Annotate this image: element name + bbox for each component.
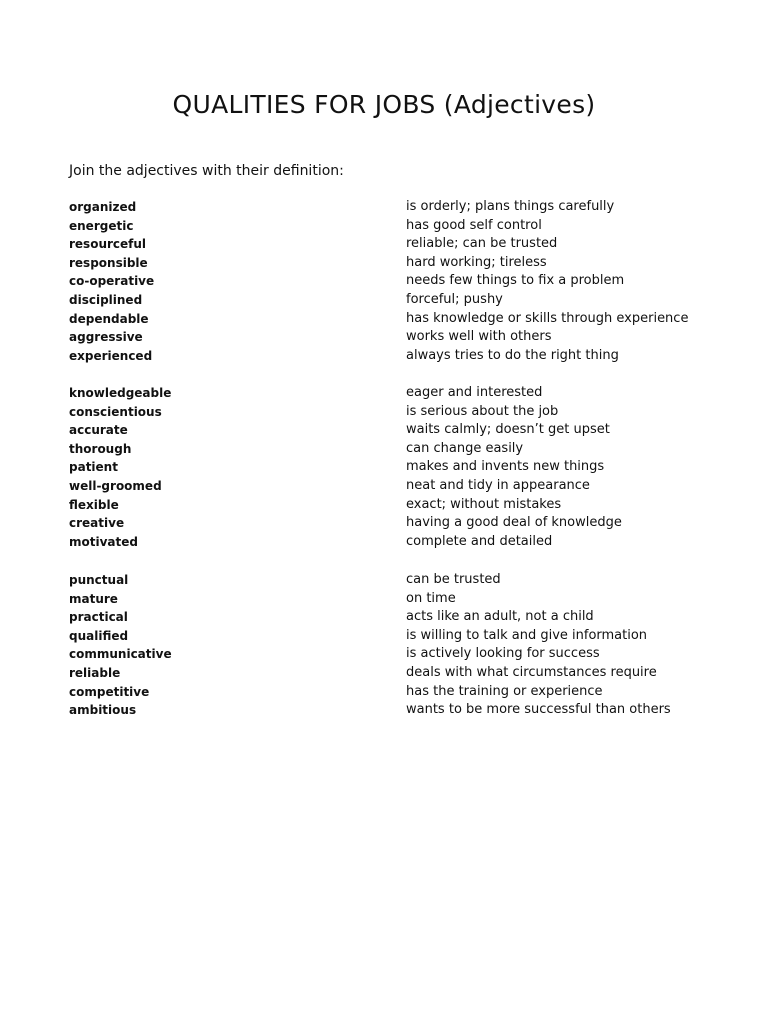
definition-item: is orderly; plans things carefully [406,199,615,214]
adjective-item: qualified [69,628,129,643]
adjective-item: aggressive [69,330,143,345]
adjective-item: motivated [69,534,138,549]
adjective-item: ambitious [69,703,137,718]
adjective-list-1 [69,198,154,365]
definition-item: can change easily [406,440,524,456]
definition-list-1 [406,198,688,365]
adjective-item: competitive [69,684,150,699]
definition-item: has the training or experience [406,683,603,699]
definition-item: is serious about the job [406,403,559,419]
adjective-item: knowledgeable [69,386,172,400]
adjective-item: experienced [69,348,153,363]
definition-item: has good self control [406,217,542,233]
definition-item: makes and invents new things [406,459,605,475]
definition-item: works well with others [406,329,552,345]
definition-item: deals with what circumstances require [406,664,657,680]
adjective-item: conscientious [69,404,162,419]
definition-item: forceful; pushy [406,291,503,307]
definition-item: has knowledge or skills through experience [406,310,689,326]
adjective-item: punctual [69,573,129,587]
adjective-item: well-groomed [69,478,162,493]
adjective-item: disciplined [69,292,143,307]
definition-list-3 [406,571,671,720]
definition-item: neat and tidy in appearance [406,477,590,493]
definition-item: wants to be more successful than others [406,702,671,718]
definition-item: is willing to talk and give information [406,627,648,643]
adjective-item: thorough [69,441,132,456]
definition-item: reliable; can be trusted [406,236,558,252]
definition-item: eager and interested [406,385,543,400]
definition-item: is actively looking for success [406,646,600,662]
instruction-text: Join the adjectives with their definition: [69,163,344,179]
adjective-item: resourceful [69,237,147,252]
definition-item: hard working; tireless [406,254,547,270]
adjective-item: energetic [69,218,134,233]
page-title: QUALITIES FOR JOBS (Adjectives) [172,90,596,119]
adjective-item: reliable [69,665,121,680]
adjective-list-2 [69,384,171,551]
definition-item: on time [406,590,456,606]
adjective-item: communicative [69,647,172,662]
adjective-item: responsible [69,255,148,270]
adjective-item: flexible [69,497,119,512]
adjective-item: patient [69,460,118,475]
definition-item: having a good deal of knowledge [406,515,622,531]
definition-item: acts like an adult, not a child [406,609,594,625]
definition-item: always tries to do the right thing [406,347,619,363]
adjective-item: mature [69,591,118,606]
adjective-item: practical [69,610,128,625]
adjective-item: creative [69,516,125,531]
definition-item: can be trusted [406,572,501,587]
definition-item: exact; without mistakes [406,496,562,512]
adjective-item: accurate [69,423,128,438]
definition-item: waits calmly; doesn’t get upset [406,422,610,438]
adjective-item: dependable [69,311,149,326]
adjective-item: organized [69,200,137,214]
definition-list-2 [406,384,622,551]
adjective-item: co-operative [69,274,155,289]
definition-item: needs few things to fix a problem [406,273,625,289]
definition-item: complete and detailed [406,533,553,549]
adjective-list-3 [69,571,172,720]
